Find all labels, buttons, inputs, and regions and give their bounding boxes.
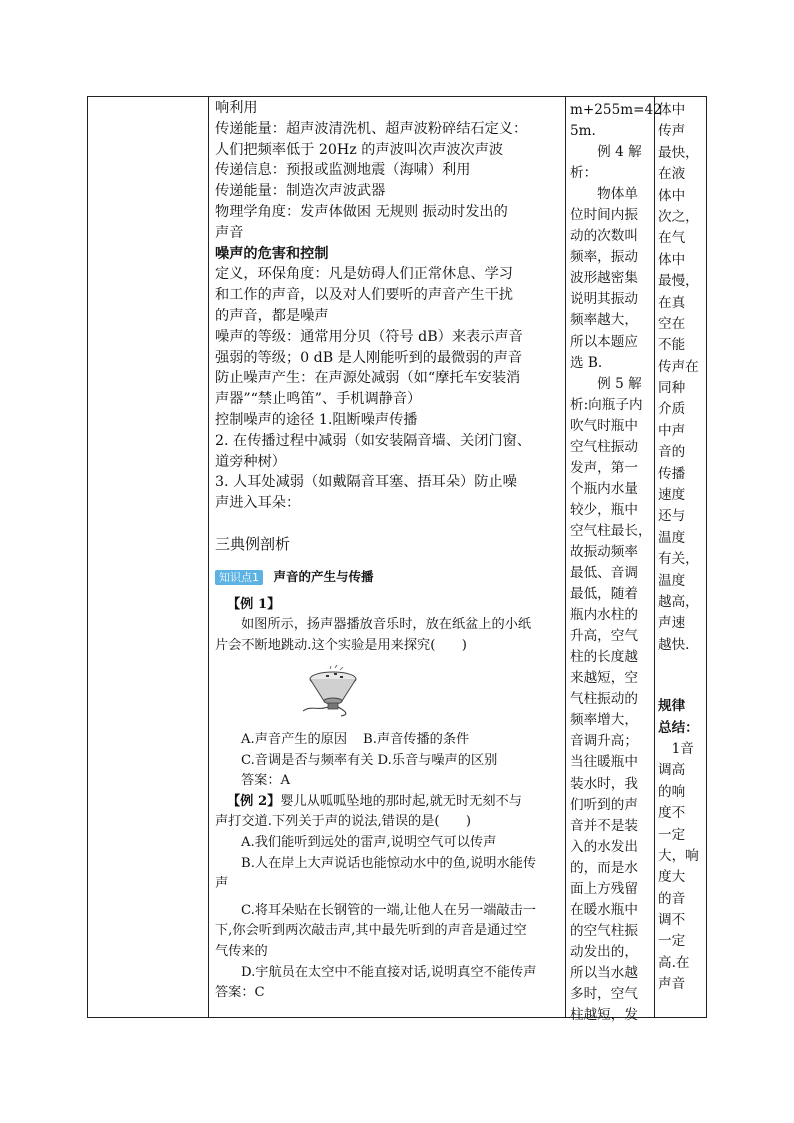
analysis-line: 例 5 解 [570,375,642,392]
example-label: 【例 2】 [227,793,281,809]
note-line: 的音 [658,890,686,907]
note-line: 温度 [658,529,686,546]
note-line: 传声 [658,123,686,140]
analysis-line: 空气柱最长， [570,522,652,539]
analysis-line: 多时，空气 [570,985,638,1002]
note-line: 调不 [658,912,686,929]
column-divider-1 [208,97,209,1017]
analysis-line: 的，而是水 [570,859,638,876]
text-line: 定义，环保角度：凡是妨碍人们正常休息、学习 [215,266,513,283]
option-b: B.声音传播的条件 [363,732,470,748]
analysis-line: 5m. [570,123,596,140]
option-d: D.宇航员在太空中不能直接对话,说明真空不能传声 [241,964,537,980]
text-line: 道旁种树） [215,453,286,470]
column-divider-2 [565,97,566,1017]
analysis-line: 来越短，空 [570,670,638,687]
text-line: 防止噪声产生：在声源处减弱（如“摩托车安装消 [215,370,521,387]
note-line: 度不 [658,805,686,822]
text-line: 传递能量：超声波清洗机、超声波粉碎结石定义： [215,120,528,137]
analysis-line: 吹气时瓶中 [570,417,638,434]
analysis-line: 在暖水瓶中 [570,901,638,918]
note-line: 有关， [658,551,699,568]
text-line: 响利用 [215,100,258,116]
speaker-icon [297,665,361,717]
text-line: 和工作的声音，以及对人们要听的声音产生干扰 [215,287,513,304]
note-line: 体中 [658,187,686,204]
analysis-line: 当往暖瓶中 [570,754,638,771]
example-stem-line: 如图所示，扬声器播放音乐时，放在纸盆上的小纸 [241,617,532,633]
note-line: 传播 [658,465,686,482]
text-line: 2. 在传播过程中减弱（如安装隔音墙、关闭门窗、 [215,432,531,449]
text-line: 传递能量：制造次声波武器 [215,183,386,200]
text-line: 声进入耳朵： [215,495,301,512]
notes-column [658,100,706,996]
knowledge-badge: 知识点1 [215,570,263,585]
speaker-figure [297,665,565,725]
section-title: 三典例剖析 [215,534,291,553]
note-line: 体中 [658,102,686,118]
example-label: 【例 1】 [227,596,281,612]
analysis-line: 入的水发出 [570,838,638,855]
example-stem-line: 声打交道.下列关于声的说法,错误的是( ) [215,814,472,830]
analysis-line: 所以本题应 [570,333,638,350]
analysis-line: 瓶内水柱的 [570,607,638,624]
options-row [215,730,565,751]
option-d: D.乐音与噪声的区别 [377,752,498,768]
analysis-line: 面上方残留 [570,880,638,897]
analysis-line: 发声，第一 [570,459,638,476]
text-line: 物理学角度：发声体做困 无规则 振动时发出的 [215,203,508,220]
example-stem-line: 片会不断地跳动.这个实验是用来探究( ) [215,637,467,653]
text-line: 控制噪声的途径 1.阻断噪声传播 [215,411,418,428]
note-line: 越快. [658,636,690,653]
analysis-line: 最低、音调 [570,565,638,582]
lesson-table [87,96,707,1024]
analysis-line: 所以当水越 [570,964,638,981]
note-line: 传声在 [658,358,699,375]
note-line: 在液 [658,166,686,183]
analysis-line: 说明其振动 [570,291,638,308]
note-line: 1音 [658,740,694,757]
text-line: 传递信息：预报或监测地震（海啸）利用 [215,162,471,179]
option-c-cont: 气传来的 [215,944,268,960]
option-c: C.音调是否与频率有关 [241,752,374,768]
note-line: 大，响 [658,847,699,864]
note-line: 最快， [658,144,699,161]
analysis-line: 的空气柱振 [570,922,638,939]
analysis-line: 析:向瓶子内 [570,396,643,413]
analysis-line: 频率增大， [570,712,638,729]
note-line: 次之， [658,208,699,225]
analysis-line: 位时间内振 [570,207,638,224]
analysis-line: 较少，瓶中 [570,501,638,518]
note-line: 调高 [658,762,686,779]
knowledge-heading: 声音的产生与传播 [273,568,374,584]
note-line: 温度 [658,572,686,589]
analysis-column [570,100,662,1026]
analysis-line: 们听到的声 [570,796,638,813]
text-line: 的声音，都是噪声 [215,307,329,324]
answer-text: 答案：A [241,773,291,789]
rule-title: 总结： [658,719,699,736]
analysis-line: 个瓶内水量 [570,480,638,497]
analysis-line: 选 B. [570,354,603,371]
options-row [215,751,565,772]
main-content-column [215,98,565,1004]
note-line: 速度 [658,487,686,504]
text-line: 声器”“禁止鸣笛”、手机调静音） [215,391,422,408]
note-line: 还与 [658,508,686,525]
note-line: 中声 [658,422,686,439]
analysis-line: 最低，随着 [570,586,638,603]
option-b-cont: 声 [215,876,229,892]
note-line: 一定 [658,826,686,843]
option-a: A.声音产生的原因 [241,732,348,748]
analysis-line: 频率，振动 [570,249,638,266]
note-line: 体中 [658,251,686,268]
example-stem-line: 婴儿从呱呱坠地的那时起,就无时无刻不与 [280,793,522,809]
note-line: 在真 [658,294,686,311]
answer-text: 答案：C [215,985,265,1001]
note-line: 介质 [658,401,686,418]
option-c-cont: 下,你会听到两次敲击声,其中最先听到的声音是通过空 [215,923,527,939]
note-line: 空在 [658,315,686,332]
analysis-line: 例 4 解 [570,144,642,161]
noise-heading: 噪声的危害和控制 [215,245,329,262]
analysis-line: 空气柱振动 [570,438,638,455]
note-line: 高.在 [658,954,690,971]
analysis-line: 音调升高； [570,733,638,750]
analysis-line: 气柱振动的 [570,691,638,708]
analysis-line: 音并不是装 [570,817,638,834]
note-line: 的响 [658,783,686,800]
note-line: 一定 [658,933,686,950]
example-1 [215,595,565,792]
analysis-line: 频率越大， [570,312,638,329]
note-line: 在气 [658,230,686,247]
analysis-line: 柱越短，发 [570,1007,638,1024]
note-line: 声速 [658,615,686,632]
analysis-line: 物体单 [570,186,638,203]
text-line: 噪声的等级：通常用分贝（符号 dB）来表示声音 [215,328,523,345]
text-line: 人们把频率低于 20Hz 的声波叫次声波次声波 [215,141,504,158]
knowledge-point-header [215,567,565,589]
analysis-line: 故振动频率 [570,543,638,560]
top-text-block [215,98,565,244]
column-divider-3 [654,97,655,1017]
note-line: 同种 [658,380,686,397]
option-b: B.人在岸上大声说话也能惊动水中的鱼,说明水能传 [241,855,537,871]
analysis-line: 柱的长度越 [570,649,638,666]
example-2 [215,792,565,1004]
noise-text-block [215,264,565,514]
note-line: 音的 [658,444,686,461]
text-line: 3. 人耳处减弱（如戴隔音耳塞、捂耳朵）防止噪 [215,474,517,491]
text-line: 强弱的等级；0 dB 是人刚能听到的最微弱的声音 [215,349,523,366]
note-line: 不能 [658,337,686,354]
note-line: 越高， [658,593,699,610]
option-c: C.将耳朵贴在长钢管的一端,让他人在另一端敲击一 [241,902,536,918]
note-line: 度大 [658,869,686,886]
analysis-line: 装水时，我 [570,775,638,792]
note-line: 最慢， [658,273,699,290]
analysis-line: 波形越密集 [570,270,638,287]
option-a: A.我们能听到远处的雷声,说明空气可以传声 [241,835,497,851]
analysis-line: 动的次数叫 [570,228,638,245]
note-line: 声音 [658,976,686,993]
rule-title: 规律 [658,698,686,715]
analysis-line: 析： [570,165,598,182]
analysis-line: 动发出的， [570,943,638,960]
text-line: 声音 [215,224,244,241]
analysis-line: 升高，空气 [570,628,638,645]
analysis-line: m+255m=42 [570,102,662,118]
